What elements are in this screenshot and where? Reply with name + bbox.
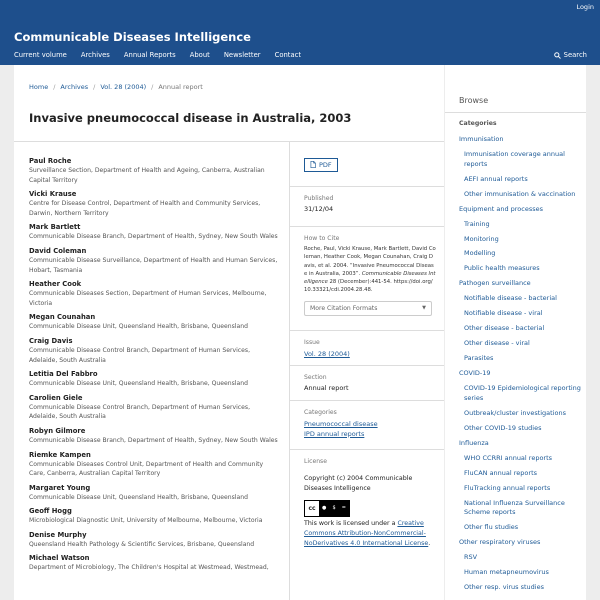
- sidebar-category-list: [459, 135, 584, 598]
- breadcrumb-volume[interactable]: Vol. 28 (2004): [100, 83, 147, 91]
- author-list: [29, 156, 279, 577]
- author-name: Robyn Gilmore: [29, 426, 86, 435]
- sidebar-category-item[interactable]: Notifiable disease - viral: [464, 309, 543, 318]
- sidebar-category-item[interactable]: COVID-19 Epidemiological reporting series: [464, 384, 581, 402]
- sidebar-category-item[interactable]: Other COVID-19 studies: [464, 423, 542, 432]
- author-affiliation: Communicable Disease Branch, Department of Health, Sydney, New South Wales: [29, 436, 278, 444]
- author-name: Michael Watson: [29, 554, 90, 563]
- citation-journal: Communicable Diseases Intelligence: [304, 270, 436, 286]
- citation-formats-label: More Citation Formats: [310, 304, 378, 312]
- author-item: [29, 156, 279, 185]
- sidebar-category-item[interactable]: FluCAN annual reports: [464, 468, 538, 477]
- sidebar-category-item[interactable]: Public health measures: [464, 264, 540, 273]
- author-name: Craig Davis: [29, 336, 73, 345]
- pdf-label: PDF: [319, 160, 332, 169]
- cc-license-badge[interactable]: [304, 500, 350, 517]
- sidebar-browse-title: Browse: [459, 96, 489, 105]
- breadcrumb: [29, 83, 203, 91]
- nav-about[interactable]: About: [189, 51, 210, 59]
- citation-part: 28 (December):441-54. https://doi.org/10.33321/cdi.2004.28.48.: [304, 279, 433, 294]
- citation-part: Roche, Paul, Vicki Krause, Mark Bartlett, David Coleman, Heather Cook, Megan Counahan, Craig Davis, et al. 2004. “Invasive Pneumococcal Disease in Australia, 2003”.: [304, 246, 436, 277]
- author-affiliation: Communicable Disease Control Branch, Department of Human Services, Adelaide, South Australia: [29, 403, 251, 421]
- author-item: [29, 506, 279, 526]
- sidebar-category-item[interactable]: WHO CCRRI annual reports: [464, 453, 553, 462]
- author-name: Mark Bartlett: [29, 223, 81, 232]
- author-name: Geoff Hogg: [29, 507, 72, 516]
- author-name: Denise Murphy: [29, 530, 87, 539]
- sidebar-category-item[interactable]: Other respiratory viruses: [459, 538, 541, 547]
- author-item: [29, 426, 279, 446]
- cc-icon: cc: [308, 504, 316, 512]
- author-item: [29, 483, 279, 503]
- author-name: Riemke Kampen: [29, 450, 91, 459]
- article-main: [14, 65, 444, 600]
- author-item: [29, 393, 279, 422]
- author-item: [29, 246, 279, 275]
- sidebar-category-item[interactable]: Immunisation coverage annual reports: [464, 149, 565, 168]
- login-link[interactable]: Login: [576, 3, 594, 11]
- author-item: [29, 279, 279, 308]
- search-label: Search: [563, 51, 587, 59]
- sidebar-category-item[interactable]: AEFI annual reports: [464, 174, 528, 183]
- breadcrumb-home[interactable]: Home: [29, 83, 49, 91]
- sidebar-category-item[interactable]: Other disease - viral: [464, 339, 530, 348]
- sidebar-category-item[interactable]: Human metapneumovirus: [464, 568, 549, 577]
- category-link[interactable]: Pneumococcal disease: [304, 419, 378, 428]
- sidebar-category-item[interactable]: FluTracking annual reports: [464, 483, 551, 492]
- sidebar-category-item[interactable]: COVID-19: [459, 369, 491, 378]
- sidebar-category-item[interactable]: Modelling: [464, 249, 496, 258]
- author-affiliation: Queensland Health Pathology & Scientific Services, Brisbane, Queensland: [29, 540, 255, 548]
- author-name: Letitia Del Fabbro: [29, 370, 98, 379]
- nav-contact[interactable]: Contact: [274, 51, 302, 59]
- author-item: [29, 450, 279, 479]
- license-text: [304, 519, 436, 549]
- author-name: Paul Roche: [29, 157, 72, 165]
- column-divider: [289, 142, 290, 600]
- author-affiliation: Communicable Disease Branch, Department of Health, Sydney, New South Wales: [29, 233, 278, 241]
- author-item: [29, 189, 279, 218]
- categories-label: Categories: [304, 408, 337, 416]
- search-link[interactable]: [554, 51, 587, 59]
- sidebar: [445, 65, 586, 600]
- sidebar-category-item[interactable]: Immunisation: [459, 135, 504, 143]
- category-link[interactable]: IPD annual reports: [304, 429, 365, 438]
- sidebar-categories-label: Categories: [459, 120, 497, 127]
- main-nav: [14, 51, 301, 59]
- sidebar-category-item[interactable]: Outbreak/cluster investigations: [464, 408, 567, 417]
- author-name: Margaret Young: [29, 483, 91, 492]
- author-affiliation: Communicable Disease Unit, Queensland Health, Brisbane, Queensland: [29, 380, 248, 388]
- sidebar-category-item[interactable]: Other disease - bacterial: [464, 324, 545, 333]
- breadcrumb-current: Annual report: [158, 83, 203, 91]
- sidebar-category-item[interactable]: Monitoring: [464, 234, 499, 243]
- published-label: Published: [304, 195, 334, 202]
- divider: [289, 226, 444, 227]
- issue-label: Issue: [304, 338, 320, 346]
- nav-archives[interactable]: Archives: [80, 51, 110, 59]
- author-affiliation: Communicable Disease Control Branch, Department of Human Services, Adelaide, South Australia: [29, 346, 251, 364]
- breadcrumb-archives[interactable]: Archives: [60, 83, 89, 91]
- author-affiliation: Communicable Diseases Section, Department of Human Services, Melbourne, Victoria: [29, 290, 267, 307]
- divider: [14, 141, 444, 142]
- author-item: [29, 530, 279, 550]
- author-name: Carolien Giele: [29, 393, 83, 402]
- pdf-button[interactable]: [304, 158, 338, 172]
- author-affiliation: Department of Microbiology, The Children's Hospital at Westmead, Westmead,: [29, 564, 269, 572]
- sidebar-category-item[interactable]: National Influenza Surveillance Scheme reports: [464, 498, 565, 517]
- nav-current-volume[interactable]: Current volume: [14, 51, 67, 59]
- citation-text: [304, 245, 436, 295]
- search-icon: [554, 52, 561, 59]
- author-affiliation: Communicable Diseases Control Unit, Department of Health and Community Care, Canberra, Australian Capital Territory: [29, 460, 264, 478]
- author-item: [29, 553, 279, 573]
- sidebar-category-item[interactable]: Influenza: [459, 438, 489, 447]
- section-label: Section: [304, 373, 327, 381]
- breadcrumb-separator: /: [53, 83, 56, 91]
- author-item: [29, 312, 279, 332]
- divider: [289, 365, 444, 366]
- breadcrumb-separator: /: [151, 83, 154, 91]
- file-pdf-icon: [310, 161, 316, 168]
- sidebar-category-item[interactable]: Equipment and processes: [459, 204, 544, 213]
- author-affiliation: Centre for Disease Control, Department of Health and Community Services, Darwin, Northern Territory: [29, 200, 261, 217]
- author-name: Megan Counahan: [29, 313, 96, 322]
- author-name: Heather Cook: [29, 280, 82, 289]
- license-prefix: This work is licensed under a: [304, 519, 398, 527]
- citation-formats-dropdown[interactable]: [304, 301, 432, 316]
- license-suffix: .: [428, 539, 431, 547]
- divider: [289, 330, 444, 331]
- sidebar-category-item[interactable]: Pathogen surveillance: [459, 279, 531, 288]
- sidebar-category-item[interactable]: Other flu studies: [464, 523, 519, 532]
- published-date: 31/12/04: [304, 205, 334, 213]
- sidebar-category-item[interactable]: Notifiable disease - bacterial: [464, 294, 557, 303]
- sidebar-category-item[interactable]: Parasites: [464, 354, 494, 363]
- article-details: [304, 153, 436, 549]
- sidebar-category-item[interactable]: Other resp. virus studies: [464, 583, 544, 592]
- sidebar-category-item[interactable]: Other immunisation & vaccination: [464, 189, 576, 198]
- site-header: [0, 0, 600, 65]
- page-title: Invasive pneumococcal disease in Australia, 2003: [29, 111, 352, 125]
- nav-newsletter[interactable]: Newsletter: [223, 51, 261, 59]
- sidebar-category-item[interactable]: Training: [464, 219, 490, 228]
- by-nc-nd-icons: ● $ =: [319, 501, 349, 516]
- author-name: David Coleman: [29, 246, 87, 255]
- chevron-down-icon: ▼: [422, 305, 426, 312]
- section-value: Annual report: [304, 383, 349, 392]
- site-title[interactable]: Communicable Diseases Intelligence: [14, 30, 251, 44]
- divider: [289, 449, 444, 450]
- sidebar-category-item[interactable]: RSV: [464, 553, 478, 562]
- author-item: [29, 222, 279, 242]
- author-item: [29, 336, 279, 365]
- nav-annual-reports[interactable]: Annual Reports: [123, 51, 176, 59]
- divider: [289, 400, 444, 401]
- issue-link[interactable]: Vol. 28 (2004): [304, 349, 350, 358]
- license-link[interactable]: Creative Commons Attribution-NonCommercial-NoDerivatives 4.0 International License: [304, 519, 429, 547]
- copyright-text: Copyright (c) 2004 Communicable Diseases Intelligence: [304, 474, 413, 492]
- author-affiliation: Surveillance Section, Department of Health and Ageing, Canberra, Australian Capital Territory: [29, 167, 265, 184]
- license-label: License: [304, 457, 327, 465]
- divider: [445, 112, 586, 113]
- divider: [289, 186, 444, 187]
- cite-label: How to Cite: [304, 235, 340, 242]
- author-affiliation: Communicable Disease Surveillance, Department of Health and Human Services, Hobart, Tasmania: [29, 256, 278, 274]
- author-item: [29, 369, 279, 389]
- author-affiliation: Communicable Disease Unit, Queensland Health, Brisbane, Queensland: [29, 323, 248, 331]
- breadcrumb-separator: /: [93, 83, 96, 91]
- author-affiliation: Communicable Disease Unit, Queensland Health, Brisbane, Queensland: [29, 493, 248, 501]
- author-name: Vicki Krause: [29, 190, 77, 199]
- author-affiliation: Microbiological Diagnostic Unit, University of Melbourne, Melbourne, Victoria: [29, 517, 263, 525]
